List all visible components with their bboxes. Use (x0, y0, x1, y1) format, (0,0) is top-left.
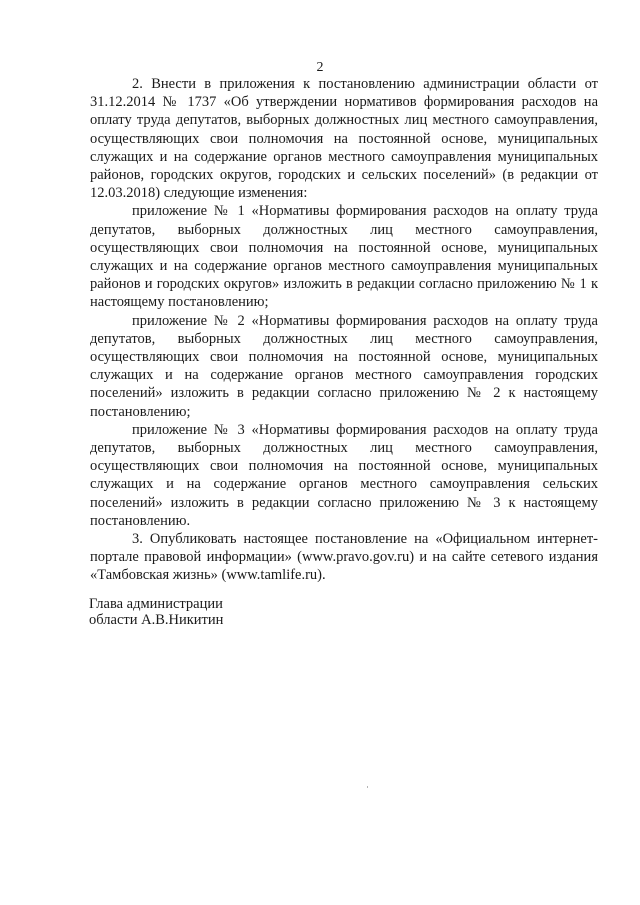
document-body (90, 75, 598, 585)
signature-title: Глава администрации (89, 596, 223, 612)
paragraph-appendix-2: приложение № 2 «Нормативы формирования расходов на оплату труда депутатов, выборных должностных лиц местного самоуправления, осуществляющих свои полномочия на постоянной основе, муниципальных служащих и на содержание органов местного самоуправления городских поселений» изложить в редакции согласно приложению № 2 к настоящему постановлению; (90, 312, 598, 420)
signature-name: области А.В.Никитин (89, 612, 224, 628)
paragraph-appendix-1: приложение № 1 «Нормативы формирования расходов на оплату труда депутатов, выборных должностных лиц местного самоуправления, осуществляющих свои полномочия на постоянной основе, муниципальных служащих и на содержание органов местного самоуправления муниципальных районов и городских округов» изложить в редакции согласно приложению № 1 к настоящему постановлению; (90, 203, 598, 311)
paragraph-appendix-3: приложение № 3 «Нормативы формирования расходов на оплату труда депутатов, выборных должностных лиц местного самоуправления, осуществляющих свои полномочия на постоянной основе, муниципальных служащих и на содержание органов местного самоуправления сельских поселений» изложить в редакции согласно приложению № 3 к настоящему постановлению. (90, 421, 598, 529)
page-number: 2 (316, 60, 324, 75)
signature-block (89, 596, 223, 628)
scan-speck (367, 786, 368, 788)
paragraph-amendment-intro: 2. Внести в приложения к постановлению администрации области от 31.12.2014 № 1737 «Об утверждении нормативов формирования расходов на оплату труда депутатов, выборных должностных лиц местного самоуправления, осуществляющих свои полномочия на постоянной основе, муниципальных служащих и на содержание органов местного самоуправления муниципальных районов, городских округов, городских и сельских поселений» (в редакции от 12.03.2018) следующие изменения: (90, 76, 598, 202)
paragraph-publication: 3. Опубликовать настоящее постановление на «Официальном интернет-портале правовой информации» (www.pravo.gov.ru) и на сайте сетевого издания «Тамбовская жизнь» (www.tamlife.ru). (90, 531, 598, 584)
